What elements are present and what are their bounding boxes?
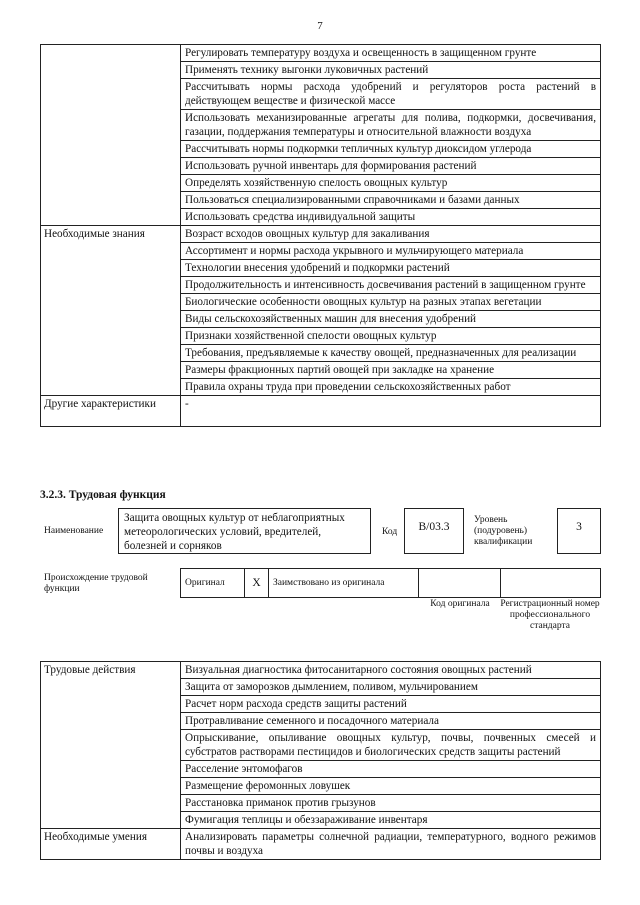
table-row bbox=[41, 829, 601, 860]
level-label: Уровень (подуровень) квалификации bbox=[474, 515, 533, 547]
function-name-box: Защита овощных культур от неблагоприятных метеорологических условий, вредителей, болезней и сорняков bbox=[118, 508, 371, 554]
table-cell: Анализировать параметры солнечной радиации, температурного, водного режимов почвы и воздуха bbox=[181, 829, 601, 860]
table-cell: Расстановка приманок против грызунов bbox=[181, 795, 601, 812]
reg-number-cell bbox=[501, 569, 600, 597]
code-original-cell bbox=[419, 569, 501, 597]
row-group-label: Необходимые умения bbox=[41, 829, 181, 860]
table-cell: Пользоваться специализированными справочниками и базами данных bbox=[181, 192, 601, 209]
table-cell: Признаки хозяйственной спелости овощных культур bbox=[181, 328, 601, 345]
table-row bbox=[41, 396, 601, 427]
top-requirements-table bbox=[40, 44, 601, 427]
borrowed-label: Заимствовано из оригинала bbox=[269, 569, 419, 597]
row-group-label: Трудовые действия bbox=[41, 662, 181, 829]
reg-number-caption: Регистрационный номер профессионального стандарта bbox=[500, 599, 600, 631]
table-cell: Применять технику выгонки луковичных растений bbox=[181, 62, 601, 79]
table-cell: Рассчитывать нормы подкормки тепличных культур диоксидом углерода bbox=[181, 141, 601, 158]
code-label: Код bbox=[382, 527, 398, 537]
table-cell: Рассчитывать нормы расхода удобрений и регуляторов роста растений в действующем веществе и физической массе bbox=[181, 79, 601, 110]
table-cell: Фумигация теплицы и обеззараживание инвентаря bbox=[181, 812, 601, 829]
table-cell: Определять хозяйственную спелость овощных культур bbox=[181, 175, 601, 192]
original-label: Оригинал bbox=[181, 569, 245, 597]
original-mark: X bbox=[245, 569, 269, 597]
table-cell: Опрыскивание, опыливание овощных культур, почвы, почвенных смесей и субстратов растворами пестицидов и биологических средств защиты растений bbox=[181, 730, 601, 761]
table-cell: Биологические особенности овощных культур на разных этапах вегетации bbox=[181, 294, 601, 311]
origin-label: Происхождение трудовой функции bbox=[44, 573, 148, 594]
row-group-label: Необходимые знания bbox=[41, 226, 181, 396]
table-cell: Расчет норм расхода средств защиты растений bbox=[181, 696, 601, 713]
section-title: 3.2.3. Трудовая функция bbox=[40, 489, 166, 501]
table-cell: - bbox=[181, 396, 601, 427]
table-row bbox=[41, 226, 601, 243]
table-cell: Правила охраны труда при проведении сельскохозяйственных работ bbox=[181, 379, 601, 396]
table-cell: Протравливание семенного и посадочного материала bbox=[181, 713, 601, 730]
table-row bbox=[41, 45, 601, 62]
page-number: 7 bbox=[317, 20, 323, 32]
table-cell: Использовать механизированные агрегаты для полива, подкормки, досвечивания, газации, поддержания температуры и относительной влажности воздуха bbox=[181, 110, 601, 141]
table-cell: Продолжительность и интенсивность досвечивания растений в защищенном грунте bbox=[181, 277, 601, 294]
table-cell: Расселение энтомофагов bbox=[181, 761, 601, 778]
table-cell: Возраст всходов овощных культур для закаливания bbox=[181, 226, 601, 243]
table-cell: Использовать ручной инвентарь для формирования растений bbox=[181, 158, 601, 175]
code-original-caption: Код оригинала bbox=[430, 599, 490, 609]
bottom-requirements-table bbox=[40, 661, 601, 860]
table-cell: Визуальная диагностика фитосанитарного состояния овощных растений bbox=[181, 662, 601, 679]
table-cell: Ассортимент и нормы расхода укрывного и мульчирующего материала bbox=[181, 243, 601, 260]
table-cell: Виды сельскохозяйственных машин для внесения удобрений bbox=[181, 311, 601, 328]
origin-row bbox=[180, 568, 601, 598]
table-row bbox=[41, 662, 601, 679]
table-cell: Требования, предъявляемые к качеству овощей, предназначенных для реализации bbox=[181, 345, 601, 362]
table-cell: Использовать средства индивидуальной защиты bbox=[181, 209, 601, 226]
level-box: 3 bbox=[557, 508, 601, 554]
table-cell: Защита от заморозков дымлением, поливом, мульчированием bbox=[181, 679, 601, 696]
table-cell: Размещение феромонных ловушек bbox=[181, 778, 601, 795]
row-group-label: Другие характеристики bbox=[41, 396, 181, 427]
table-cell: Размеры фракционных партий овощей при закладке на хранение bbox=[181, 362, 601, 379]
code-box: В/03.3 bbox=[404, 508, 464, 554]
table-cell: Технологии внесения удобрений и подкормки растений bbox=[181, 260, 601, 277]
table-cell: Регулировать температуру воздуха и освещенность в защищенном грунте bbox=[181, 45, 601, 62]
name-label: Наименование bbox=[44, 526, 104, 536]
row-group-label bbox=[41, 45, 181, 226]
